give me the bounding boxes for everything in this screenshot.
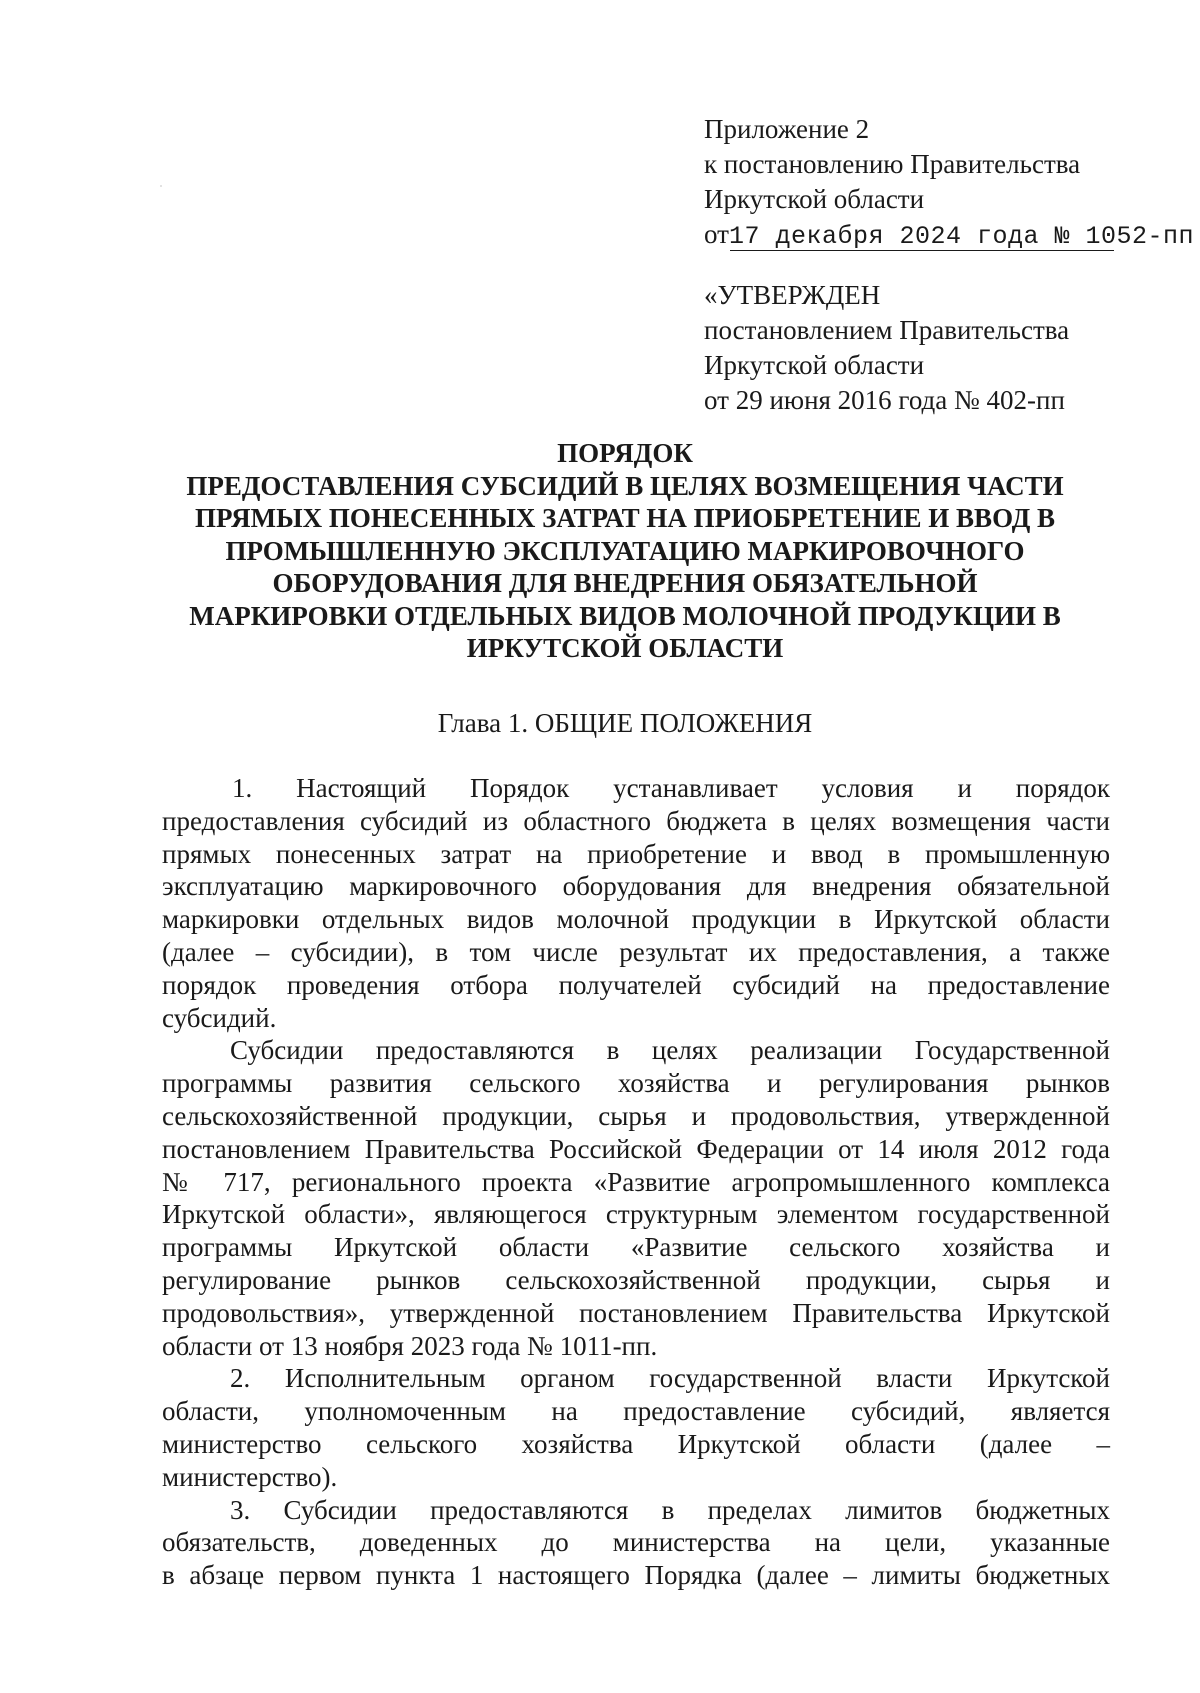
document-title	[150, 437, 1100, 665]
title-line: ПРЕДОСТАВЛЕНИЯ СУБСИДИЙ В ЦЕЛЯХ ВОЗМЕЩЕНИЯ ЧАСТИ	[186, 470, 1064, 501]
body-line: эксплуатацию маркировочного оборудования для внедрения обязательной	[162, 871, 1110, 902]
body-line: Иркутской области», являющегося структурным элементом государственной	[162, 1199, 1110, 1230]
attachment-date-prefix: от	[704, 219, 729, 249]
body-line: порядок проведения отбора получателей субсидий на предоставление	[162, 969, 1110, 1000]
date-underline	[730, 250, 1114, 251]
title-line: МАРКИРОВКИ ОТДЕЛЬНЫХ ВИДОВ МОЛОЧНОЙ ПРОДУКЦИИ В	[189, 600, 1061, 631]
attachment-block	[704, 112, 1195, 254]
body-line: постановлением Правительства Российской Федерации от 14 июля 2012 года	[162, 1133, 1110, 1164]
body-line: маркировки отдельных видов молочной продукции в Иркутской области	[162, 904, 1110, 935]
body-line: министерство).	[162, 1461, 338, 1492]
body-line: (далее – субсидии), в том числе результат их предоставления, а также	[162, 936, 1110, 967]
body-line: программы Иркутской области «Развитие сельского хозяйства и	[162, 1232, 1110, 1263]
body-line: субсидий.	[162, 1002, 277, 1033]
body-line: предоставления субсидий из областного бюджета в целях возмещения части	[162, 805, 1110, 836]
title-line: ОБОРУДОВАНИЯ ДЛЯ ВНЕДРЕНИЯ ОБЯЗАТЕЛЬНОЙ	[272, 568, 978, 598]
body-line: 1. Настоящий Порядок устанавливает условия и порядок	[232, 773, 1110, 803]
body-line: обязательств, доведенных до министерства на цели, указанные	[162, 1527, 1110, 1558]
body-line: области, уполномоченным на предоставление субсидий, является	[162, 1396, 1110, 1427]
approved-line-4: от 29 июня 2016 года № 402-пп	[704, 385, 1065, 415]
attachment-line-1: Приложение 2	[704, 114, 870, 144]
approved-line-2: постановлением Правительства	[704, 315, 1070, 345]
body-line: в абзаце первом пункта 1 настоящего Порядка (далее – лимиты бюджетных	[162, 1560, 1110, 1591]
attachment-line-3: Иркутской области	[704, 184, 925, 214]
body-line: прямых понесенных затрат на приобретение и ввод в промышленную	[162, 838, 1110, 869]
body-line: 2. Исполнительным органом государственной власти Иркутской	[230, 1363, 1110, 1394]
title-line: ИРКУТСКОЙ ОБЛАСТИ	[466, 633, 784, 663]
body-line: 3. Субсидии предоставляются в пределах лимитов бюджетных	[230, 1494, 1110, 1525]
body-line: продовольствия», утвержденной постановлением Правительства Иркутской	[162, 1297, 1110, 1328]
attachment-date-value: 17 декабря 2024 года № 1052-пп	[728, 222, 1195, 251]
body-line: Субсидии предоставляются в целях реализации Государственной	[230, 1035, 1110, 1066]
body-line: области от 13 ноября 2023 года № 1011-пп.	[162, 1330, 658, 1361]
title-line: ПРОМЫШЛЕННУЮ ЭКСПЛУАТАЦИЮ МАРКИРОВОЧНОГО	[225, 535, 1025, 566]
body-line: программы развития сельского хозяйства и регулирования рынков	[162, 1068, 1110, 1099]
body-text	[162, 772, 1110, 1592]
attachment-date-line	[704, 217, 1195, 254]
body-line: № 717, регионального проекта «Развитие агропромышленного комплекса	[162, 1166, 1110, 1197]
approved-block	[704, 278, 1174, 418]
title-line: ПОРЯДОК	[557, 438, 693, 468]
body-line: министерство сельского хозяйства Иркутской области (далее –	[162, 1428, 1110, 1459]
scan-speck	[160, 185, 162, 187]
title-line: ПРЯМЫХ ПОНЕСЕННЫХ ЗАТРАТ НА ПРИОБРЕТЕНИЕ И ВВОД В	[194, 503, 1056, 533]
body-line: сельскохозяйственной продукции, сырья и продовольствия, утвержденной	[162, 1100, 1110, 1131]
approved-line-1: «УТВЕРЖДЕН	[704, 280, 881, 310]
attachment-line-2: к постановлению Правительства	[704, 149, 1081, 179]
chapter-heading: Глава 1. ОБЩИЕ ПОЛОЖЕНИЯ	[437, 708, 813, 738]
body-line: регулирование рынков сельскохозяйственной продукции, сырья и	[162, 1264, 1110, 1295]
approved-line-3: Иркутской области	[704, 350, 925, 380]
